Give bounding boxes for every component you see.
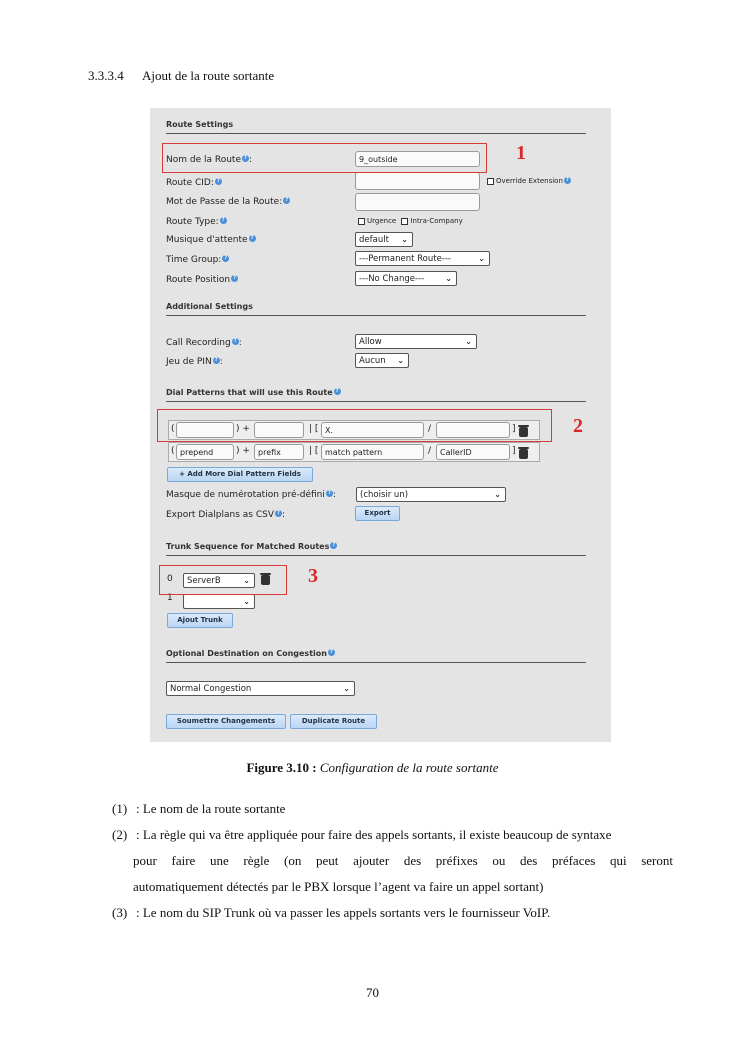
chevron-down-icon: ⌄ (397, 356, 404, 365)
call-recording-label: Call Recording ? : (166, 338, 242, 348)
route-password-input[interactable] (355, 193, 480, 211)
annotation-box-3 (159, 565, 287, 595)
section-heading (88, 68, 274, 84)
annotation-box-1 (162, 143, 487, 173)
pin-set-label: Jeu de PIN ? : (166, 357, 223, 367)
section-number: 3.3.3.4 (88, 68, 124, 83)
pin-set-select[interactable]: Aucun ⌄ (355, 353, 409, 368)
help-icon[interactable]: ? (275, 510, 282, 517)
music-on-hold-label: Musique d'attente ? (166, 235, 256, 245)
annotation-number-3: 3 (308, 565, 318, 587)
intra-company-label: Intra-Company (410, 217, 463, 225)
call-recording-select[interactable]: Allow ⌄ (355, 334, 477, 349)
divider (166, 401, 586, 402)
route-name-input[interactable]: 9_outside (355, 151, 480, 167)
chevron-down-icon: ⌄ (494, 490, 501, 499)
divider (166, 133, 586, 134)
help-icon[interactable]: ? (213, 357, 220, 364)
divider (166, 662, 586, 663)
help-icon[interactable]: ? (328, 649, 335, 656)
trunk-index: 0 (167, 574, 173, 584)
help-icon[interactable]: ? (232, 338, 239, 345)
help-icon[interactable]: ? (249, 235, 256, 242)
route-password-label: Mot de Passe de la Route: ? (166, 197, 290, 207)
list-text-line: automatiquement détectés par le PBX lorsque l’agent va faire un appel sortant) (133, 879, 544, 894)
help-icon[interactable]: ? (326, 490, 333, 497)
dial-mask-select[interactable]: (choisir un) ⌄ (356, 487, 506, 502)
help-icon[interactable]: ? (334, 388, 341, 395)
chevron-down-icon: ⌄ (401, 235, 408, 244)
list-marker: (2) (112, 827, 128, 842)
route-type-options (358, 217, 463, 225)
trunk-select[interactable] (183, 594, 255, 609)
route-cid-input[interactable] (355, 172, 480, 190)
annotation-number-1: 1 (516, 142, 526, 164)
trunk-sequence-title: Trunk Sequence for Matched Routes ? (166, 542, 337, 551)
add-trunk-button[interactable]: Ajout Trunk (167, 613, 233, 628)
chevron-down-icon: ⌄ (478, 254, 485, 263)
dial-pattern-row (168, 442, 540, 462)
help-icon[interactable]: ? (215, 178, 222, 185)
match-pattern-input[interactable]: match pattern (321, 444, 424, 460)
section-title: Ajout de la route sortante (142, 68, 275, 83)
paren-open: ( (171, 424, 175, 434)
help-icon[interactable]: ? (564, 177, 571, 184)
urgence-checkbox[interactable] (358, 218, 365, 225)
route-position-select[interactable]: ---No Change--- ⌄ (355, 271, 457, 286)
trunk-index: 1 (167, 593, 173, 603)
chevron-down-icon: ⌄ (445, 274, 452, 283)
list-item (112, 822, 673, 900)
figure-caption (0, 760, 745, 776)
list-marker: (3) (112, 905, 128, 920)
music-on-hold-select[interactable]: default ⌄ (355, 232, 413, 247)
override-extension-checkbox[interactable] (487, 178, 494, 185)
list-text-line: : La règle qui va être appliquée pour faire des appels sortants, il existe beaucoup de syntaxe (136, 827, 612, 842)
help-icon[interactable]: ? (222, 255, 229, 262)
bracket-close: ] (512, 424, 516, 434)
add-dial-pattern-button[interactable]: + Add More Dial Pattern Fields (167, 467, 313, 482)
prefix-input[interactable]: prefix (254, 444, 304, 460)
list-marker: (1) (112, 801, 128, 816)
submit-button[interactable]: Soumettre Changements (166, 714, 286, 729)
plus-sign: ) + (236, 424, 250, 434)
duplicate-route-button[interactable]: Duplicate Route (290, 714, 377, 729)
congestion-destination-select[interactable]: Normal Congestion ⌄ (166, 681, 355, 696)
export-button[interactable]: Export (355, 506, 400, 521)
chevron-down-icon: ⌄ (343, 684, 350, 693)
congestion-title: Optional Destination on Congestion ? (166, 649, 335, 658)
divider (166, 315, 586, 316)
slash: / (428, 424, 432, 434)
callerid-input[interactable]: CallerID (436, 444, 510, 460)
figure-label: Figure 3.10 : (246, 760, 317, 775)
urgence-label: Urgence (367, 217, 397, 225)
annotation-number-2: 2 (573, 415, 583, 437)
help-icon[interactable]: ? (231, 275, 238, 282)
prepend-input[interactable]: prepend (176, 444, 234, 460)
chevron-down-icon: ⌄ (465, 337, 472, 346)
annotation-box-2 (157, 409, 552, 442)
paren-open: ( (171, 446, 175, 456)
override-extension[interactable]: Override Extension ? (487, 177, 571, 185)
help-icon[interactable]: ? (220, 217, 227, 224)
route-position-label: Route Position ? (166, 275, 238, 285)
route-name-label: Nom de la Route ? : (166, 155, 253, 165)
time-group-label: Time Group: ? (166, 255, 229, 265)
list-text-line: pour faire une règle (on peut ajouter des préfixes ou des préfaces qui seront (133, 853, 673, 868)
help-icon[interactable]: ? (283, 197, 290, 204)
bracket-close: ] (512, 446, 516, 456)
divider (166, 555, 586, 556)
time-group-select[interactable]: ---Permanent Route--- ⌄ (355, 251, 490, 266)
export-csv-label: Export Dialplans as CSV ? : (166, 510, 286, 520)
route-type-label: Route Type: ? (166, 217, 227, 227)
help-icon[interactable]: ? (242, 155, 249, 162)
list-text: : Le nom du SIP Trunk où va passer les appels sortants vers le fournisseur VoIP. (136, 905, 551, 920)
route-settings-screenshot (150, 108, 611, 742)
intra-company-checkbox[interactable] (401, 218, 408, 225)
trunk-select[interactable]: ServerB ⌄ (183, 573, 255, 588)
route-settings-title: Route Settings (166, 120, 234, 129)
slash: / (428, 446, 432, 456)
bracket-open: | [ (309, 446, 319, 456)
dial-patterns-title: Dial Patterns that will use this Route ? (166, 388, 341, 397)
dial-mask-label: Masque de numérotation pré-défini ? : (166, 490, 336, 500)
chevron-down-icon: ⌄ (243, 597, 250, 606)
chevron-down-icon: ⌄ (243, 576, 250, 585)
list-text: : Le nom de la route sortante (136, 801, 286, 816)
help-icon[interactable]: ? (330, 542, 337, 549)
bracket-open: | [ (309, 424, 319, 434)
route-cid-label: Route CID: ? (166, 178, 222, 188)
trash-icon[interactable] (519, 449, 528, 459)
additional-settings-title: Additional Settings (166, 302, 253, 311)
figure-caption-text: Configuration de la route sortante (319, 760, 499, 775)
plus-sign: ) + (236, 446, 250, 456)
page-number: 70 (366, 985, 379, 1000)
match-pattern-input[interactable]: X. (321, 422, 424, 438)
